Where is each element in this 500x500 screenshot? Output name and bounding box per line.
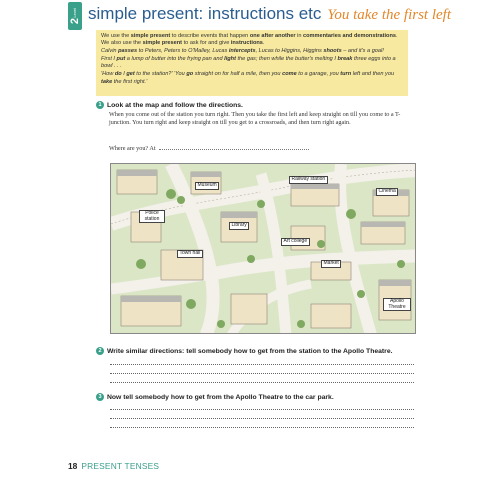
map-label-railway-station: Railway station: [289, 176, 328, 184]
exercise-3-heading: 3 Now tell somebody how to get from the Apollo Theatre to the car park.: [96, 393, 334, 401]
page-title: [88, 4, 451, 24]
rule-example-1: Calvin passes to Peters, Peters to O'Malley, Lucas intercepts, Lucas to Higgins, Higgins shoots – and it's a goal!: [101, 48, 384, 55]
town-map: [110, 163, 416, 334]
exercise-1-heading: 1 Look at the map and follow the directions.: [96, 101, 243, 109]
exercise-3-number: 3: [96, 393, 104, 401]
map-label-town-hall: Town hall: [177, 250, 203, 258]
section-name: PRESENT TENSES: [81, 461, 160, 471]
answer-line[interactable]: [110, 427, 414, 428]
map-label-police-station: Police station: [139, 210, 165, 223]
exercise-1-directions: When you come out of the station you turn right. Then you take the first left and keep straight on till you come to a T-junction. You turn right and keep straight on till you get to a crossroads, and then turn right again.: [109, 111, 401, 127]
answer-blank[interactable]: [159, 145, 309, 150]
grammar-rule-box: [96, 30, 408, 96]
level-word: Level: [72, 8, 77, 18]
map-label-museum: Museum: [195, 182, 219, 190]
rule-example-2: First I put a lump of butter into the frying pan and light the gas; then while the butter's melting I break three eggs into a bowl . . .: [101, 56, 396, 70]
answer-line[interactable]: [110, 409, 414, 410]
map-label-cinema: Cinema: [376, 188, 398, 196]
rule-example-3: 'How do I get to the station?' 'You go straight on for half a mile, then you come to a garage, you turn left and then you take the first right.': [101, 71, 395, 85]
page-footer: [68, 461, 159, 471]
exercise-1-number: 1: [96, 101, 104, 109]
exercise-2-heading: 2 Write similar directions: tell somebody how to get from the station to the Apollo Theatre.: [96, 347, 393, 355]
exercise-2-number: 2: [96, 347, 104, 355]
level-tab: [68, 2, 82, 30]
answer-line[interactable]: [110, 364, 414, 365]
rule-explanation: We use the simple present to describe events that happen one after another in commentaries and demonstrations. We also use the simple present to ask for and give instructions.: [101, 33, 398, 47]
map-label-market: Market: [321, 260, 341, 268]
answer-line[interactable]: [110, 418, 414, 419]
title-main: simple present: instructions etc: [88, 4, 322, 23]
map-label-library: Library: [229, 222, 249, 230]
answer-line[interactable]: [110, 382, 414, 383]
level-number: 2: [68, 17, 81, 24]
map-label-apollo-theatre: Apollo Theatre: [383, 298, 411, 311]
map-illustration: [111, 164, 416, 334]
answer-line-where: Where are you? At: [109, 145, 309, 152]
answer-line[interactable]: [110, 373, 414, 374]
map-label-art-college: Art college: [281, 238, 310, 246]
page-number: 18: [68, 461, 78, 471]
title-subtitle: You take the first left: [327, 7, 452, 23]
